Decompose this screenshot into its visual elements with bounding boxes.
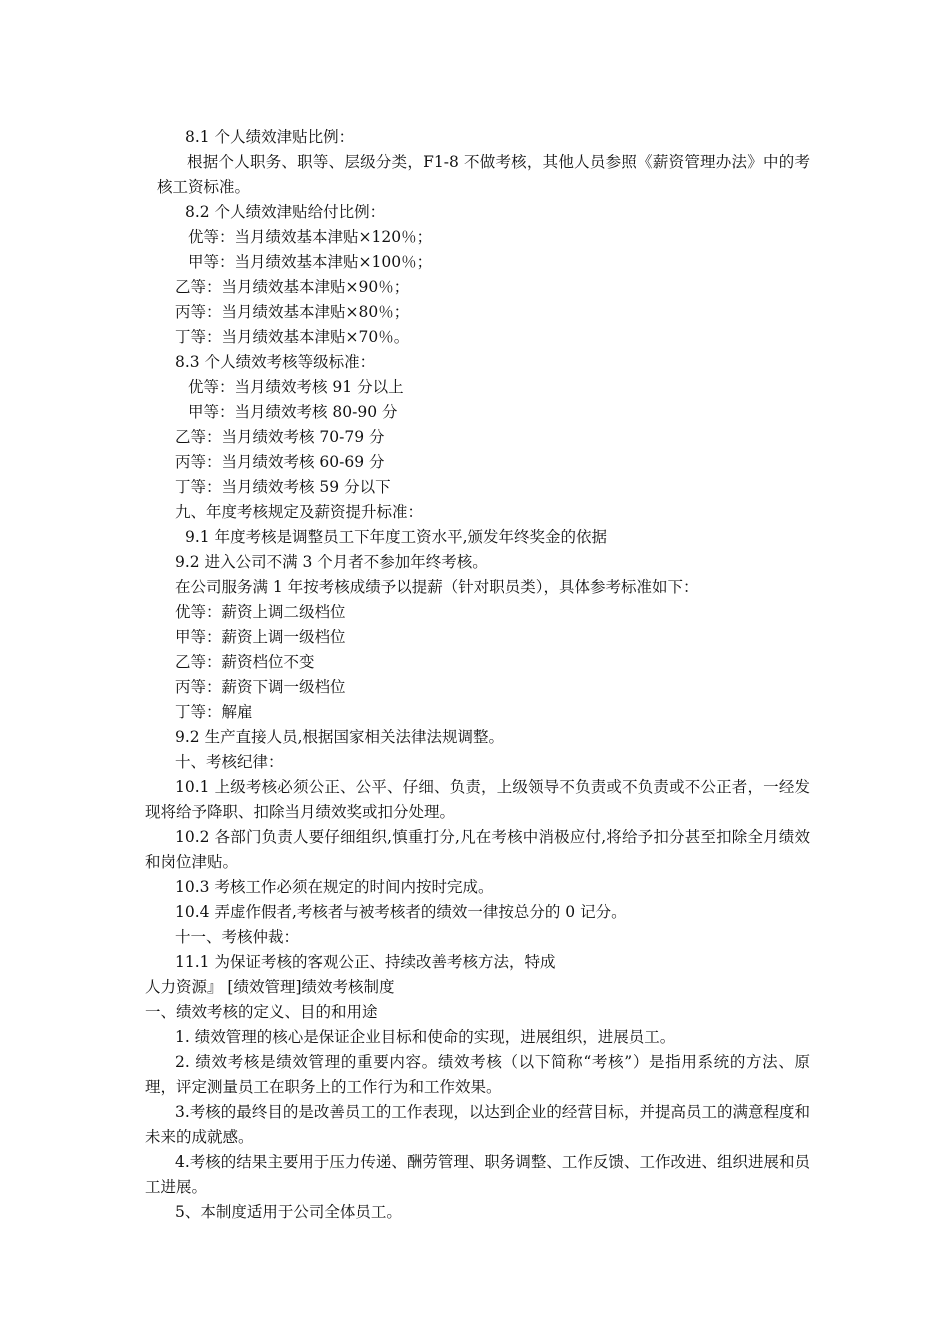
list-item: 丙等：薪资下调一级档位 — [175, 678, 346, 696]
paragraph: 10.1 上级考核必须公正、公平、仔细、负责，上级领导不负责或不负责或不公正者，一经发现将给予降职、扣除当月绩效奖或扣分处理。 — [145, 778, 810, 821]
paragraph: 9.2 生产直接人员,根据国家相关法律法规调整。 — [175, 728, 505, 746]
paragraph: 在公司服务满 1 年按考核成绩予以提薪（针对职员类），具体参考标准如下： — [175, 578, 699, 596]
list-item: 乙等：当月绩效基本津贴×90％； — [175, 278, 410, 296]
paragraph: 2. 绩效考核是绩效管理的重要内容。绩效考核（以下简称“考核”）是指用系统的方法、原理，评定测量员工在职务上的工作行为和工作效果。 — [145, 1053, 810, 1096]
list-item: 优等：薪资上调二级档位 — [175, 603, 346, 621]
list-item: 丙等：当月绩效考核 60-69 分 — [175, 453, 385, 471]
list-item: 优等：当月绩效基本津贴×120％； — [188, 228, 433, 246]
paragraph: 10.2 各部门负责人要仔细组织,慎重打分,凡在考核中消极应付,将给予扣分甚至扣除全月绩效和岗位津贴。 — [145, 828, 810, 871]
paragraph: 5、本制度适用于公司全体员工。 — [175, 1203, 402, 1221]
list-item: 甲等：当月绩效考核 80-90 分 — [188, 403, 398, 421]
document-body — [145, 125, 810, 1225]
section-heading: 8.3 个人绩效考核等级标准： — [175, 353, 376, 371]
paragraph: 1. 绩效管理的核心是保证企业目标和使命的实现，进展组织，进展员工。 — [175, 1028, 676, 1046]
section-heading: 九、年度考核规定及薪资提升标准： — [175, 503, 424, 521]
paragraph: 9.2 进入公司不满 3 个月者不参加年终考核。 — [175, 553, 488, 571]
section-heading: 8.2 个人绩效津贴给付比例： — [185, 203, 386, 221]
list-item: 丁等：解雇 — [175, 703, 253, 721]
section-heading: 一、绩效考核的定义、目的和用途 — [145, 1003, 378, 1021]
list-item: 优等：当月绩效考核 91 分以上 — [188, 378, 404, 396]
list-item: 丁等：当月绩效考核 59 分以下 — [175, 478, 391, 496]
list-item: 丁等：当月绩效基本津贴×70％。 — [175, 328, 410, 346]
paragraph: 4.考核的结果主要用于压力传递、酬劳管理、职务调整、工作反馈、工作改进、组织进展和员工进展。 — [145, 1153, 810, 1196]
list-item: 乙等：当月绩效考核 70-79 分 — [175, 428, 385, 446]
list-item: 甲等：薪资上调一级档位 — [175, 628, 346, 646]
list-item: 甲等：当月绩效基本津贴×100％； — [188, 253, 433, 271]
paragraph: 3.考核的最终目的是改善员工的工作表现，以达到企业的经营目标，并提高员工的满意程度和未来的成就感。 — [145, 1103, 810, 1146]
list-item: 丙等：当月绩效基本津贴×80％； — [175, 303, 410, 321]
list-item: 乙等：薪资档位不变 — [175, 653, 315, 671]
paragraph: 10.3 考核工作必须在规定的时间内按时完成。 — [175, 878, 494, 896]
paragraph: 11.1 为保证考核的客观公正、持续改善考核方法，特成 — [175, 953, 556, 971]
section-heading: 十一、考核仲裁： — [175, 928, 300, 946]
section-heading: 8.1 个人绩效津贴比例： — [185, 128, 355, 146]
document-title: 人力资源』 [绩效管理]绩效考核制度 — [145, 978, 395, 996]
section-heading: 十、考核纪律： — [175, 753, 284, 771]
paragraph: 根据个人职务、职等、层级分类，F1-8 不做考核，其他人员参照《薪资管理办法》中的考核工资标准。 — [157, 153, 810, 196]
paragraph: 10.4 弄虚作假者,考核者与被考核者的绩效一律按总分的 0 记分。 — [175, 903, 627, 921]
paragraph: 9.1 年度考核是调整员工下年度工资水平,颁发年终奖金的依据 — [185, 528, 608, 546]
